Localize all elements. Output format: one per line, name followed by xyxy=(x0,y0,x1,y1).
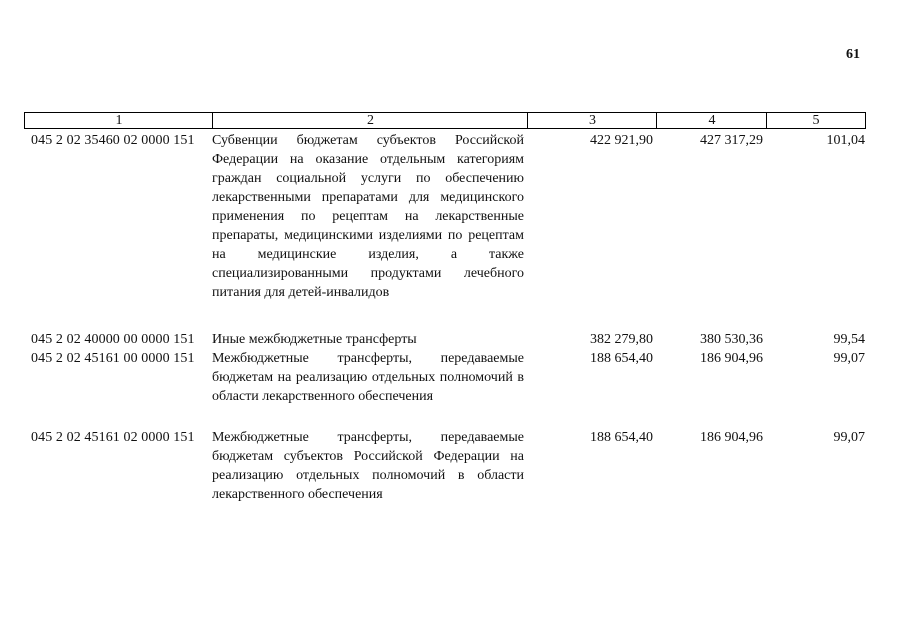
header-col-2: 2 xyxy=(212,113,528,128)
row-code: 045 2 02 35460 02 0000 151 xyxy=(31,133,195,148)
header-col-1: 1 xyxy=(115,113,123,128)
row-code: 045 2 02 40000 00 0000 151 xyxy=(31,332,195,347)
row-name: Субвенции бюджетам субъектов Российской Федерации на оказание отдельным категориям граждан социальной услуги по обеспечению лекарственными препаратами для медицинского применения по рецептам на лекарственные препараты, медицинскими изделиями по рецептам на медицинские изделия, а также специализированными продуктами лечебного питания для детей-инвалидов xyxy=(212,133,524,300)
row-code: 045 2 02 45161 02 0000 151 xyxy=(31,430,195,445)
row-name: Межбюджетные трансферты, передаваемые бюджетам на реализацию отдельных полномочий в области лекарственного обеспечения xyxy=(212,351,524,404)
row-col3: 422 921,90 xyxy=(590,133,653,148)
row-name: Иные межбюджетные трансферты xyxy=(212,332,417,347)
table-header xyxy=(24,112,866,129)
row-col4: 380 530,36 xyxy=(700,332,763,347)
header-col-4: 4 xyxy=(656,113,767,128)
header-col-5: 5 xyxy=(766,113,865,128)
row-col5: 99,07 xyxy=(833,351,865,366)
row-code: 045 2 02 45161 00 0000 151 xyxy=(31,351,195,366)
row-col4: 186 904,96 xyxy=(700,430,763,445)
row-col4: 427 317,29 xyxy=(700,133,763,148)
row-col5: 101,04 xyxy=(826,133,865,148)
row-col3: 188 654,40 xyxy=(590,430,653,445)
row-col5: 99,07 xyxy=(833,430,865,445)
row-col3: 382 279,80 xyxy=(590,332,653,347)
header-col-3: 3 xyxy=(527,113,657,128)
row-col5: 99,54 xyxy=(833,332,865,347)
row-col4: 186 904,96 xyxy=(700,351,763,366)
row-name: Межбюджетные трансферты, передаваемые бюджетам субъектов Российской Федерации на реализацию отдельных полномочий в области лекарственного обеспечения xyxy=(212,430,524,502)
page-number: 61 xyxy=(846,47,860,62)
row-col3: 188 654,40 xyxy=(590,351,653,366)
